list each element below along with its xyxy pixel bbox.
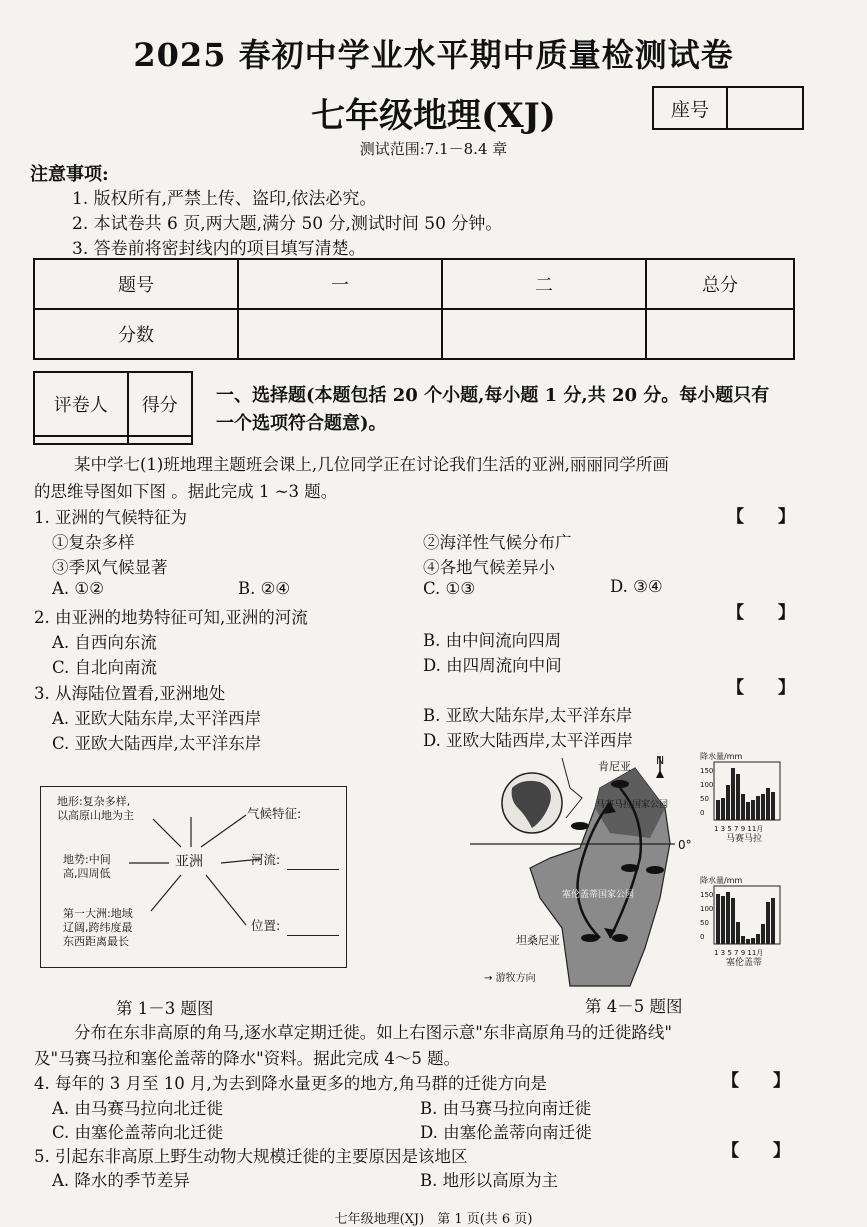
mind-map-terrain-line: 以高原山地为主 [57, 809, 134, 822]
chart-tick: 100 [700, 905, 714, 913]
intro-text: 的思维导图如下图 。据此完成 1 ~3 题。 [34, 482, 338, 501]
option-d[interactable]: D. 由四周流向中间 [423, 656, 562, 675]
statement: ④各地气候差异小 [423, 558, 555, 577]
score-cell[interactable] [238, 309, 442, 359]
statement: ③季风气候显著 [52, 558, 168, 577]
chart-tick: 150 [700, 767, 714, 775]
mind-map-relief-line: 地势:中间 [63, 853, 111, 866]
option-c[interactable]: C. 自北向南流 [52, 658, 158, 677]
option-d[interactable]: D. 亚欧大陆西岸,太平洋西岸 [423, 731, 633, 750]
notice-heading: 注意事项: [30, 164, 109, 185]
test-range: 测试范围:7.1－8.4 章 [359, 140, 508, 158]
score-table [33, 258, 795, 360]
section1-heading-cont: 一个选项符合题意)。 [216, 413, 387, 434]
option-c[interactable]: C. 由塞伦盖蒂向北迁徙 [52, 1123, 224, 1142]
option-b[interactable]: B. 亚欧大陆东岸,太平洋东岸 [423, 706, 633, 725]
asia-mind-map [40, 786, 347, 968]
score-table-header: 题号 [34, 259, 238, 309]
seat-number-box [652, 86, 804, 130]
rainfall-bars [700, 760, 790, 830]
chart-ticks [700, 888, 713, 944]
exam-subtitle: 七年级地理(XJ) [311, 96, 556, 136]
mind-map-continent [63, 907, 133, 949]
chart-months: 1 3 5 7 9 11月 [714, 949, 764, 957]
intro-text: 及"马赛马拉和塞伦盖蒂的降水"资料。据此完成 4～5 题。 [34, 1049, 461, 1068]
mind-map-continent-line: 东西距离最长 [63, 935, 129, 948]
grader-table [33, 371, 193, 445]
score-table-header: 二 [442, 259, 646, 309]
map-legend [484, 972, 536, 986]
option-d[interactable]: D. ③④ [610, 577, 663, 596]
legend-arrow-icon: → [484, 973, 493, 984]
answer-bracket[interactable]: 【 】 [727, 678, 795, 698]
mind-map-location: 位置: [251, 918, 281, 933]
option-a[interactable]: A. 自西向东流 [52, 633, 157, 652]
score-cell[interactable] [442, 309, 646, 359]
chart-title: 马赛马拉 [726, 834, 763, 844]
mind-map-blank[interactable] [287, 869, 339, 870]
notice-item: 1. 版权所有,严禁上传、盗印,依法必究。 [72, 189, 377, 209]
chart-tick: 0 [700, 809, 705, 817]
option-d[interactable]: D. 由塞伦盖蒂向南迁徙 [420, 1123, 592, 1142]
legend-text: 游牧方向 [495, 973, 536, 984]
option-a[interactable]: A. 由马赛马拉向北迁徙 [52, 1099, 223, 1118]
mind-map-climate: 气候特征: [247, 806, 302, 821]
chart-ylabel: 降水量/mm [700, 876, 743, 885]
statement: ①复杂多样 [52, 533, 135, 552]
seat-number-field[interactable] [728, 88, 802, 128]
answer-bracket[interactable]: 【 】 [727, 603, 795, 623]
rainfall-chart-serengeti [700, 874, 790, 970]
score-table-header: 一 [238, 259, 442, 309]
page-footer: 七年级地理(XJ) 第 1 页(共 6 页) [334, 1212, 533, 1227]
mind-map-river: 河流: [251, 852, 281, 867]
mind-map-continent-line: 第一大洲:地域 [63, 907, 133, 920]
score-table-header: 总分 [646, 259, 794, 309]
figure-caption-right: 第 4－5 题图 [585, 997, 683, 1016]
mind-map-continent-line: 辽阔,跨纬度最 [63, 921, 133, 934]
chart-ylabel: 降水量/mm [700, 752, 743, 761]
mind-map-blank[interactable] [287, 935, 339, 936]
question-4-stem: 4. 每年的 3 月至 10 月,为去到降水量更多的地方,角马群的迁徙方向是 [34, 1074, 547, 1093]
option-c[interactable]: C. ①③ [423, 579, 476, 598]
option-b[interactable]: B. 由中间流向四周 [423, 631, 562, 650]
equator-label: 0° [678, 838, 692, 852]
chart-tick: 150 [700, 891, 714, 899]
rainfall-chart-masai-mara [700, 750, 790, 842]
label-kenya: 肯尼亚 [598, 760, 631, 773]
reviewer-cell[interactable] [34, 436, 128, 444]
rainfall-bars [700, 884, 790, 954]
option-a[interactable]: A. ①② [52, 579, 104, 598]
score-cell[interactable] [646, 309, 794, 359]
chart-tick: 50 [700, 795, 709, 803]
intro-text: 分布在东非高原的角马,逐水草定期迁徙。如上右图示意"东非高原角马的迁徙路线" [74, 1023, 672, 1042]
chart-tick: 50 [700, 919, 709, 927]
option-b[interactable]: B. ②④ [238, 579, 291, 598]
chart-title: 塞伦盖蒂 [726, 958, 763, 968]
mind-map-relief [63, 853, 111, 881]
notice-item: 3. 答卷前将密封线内的项目填写清楚。 [72, 239, 366, 259]
notice-item: 2. 本试卷共 6 页,两大题,满分 50 分,测试时间 50 分钟。 [72, 214, 503, 234]
option-c[interactable]: C. 亚欧大陆西岸,太平洋东岸 [52, 734, 262, 753]
chart-tick: 0 [700, 933, 705, 941]
north-label: N [656, 754, 665, 767]
question-1-stem: 1. 亚洲的气候特征为 [34, 508, 187, 527]
intro-text: 某中学七(1)班地理主题班会课上,几位同学正在讨论我们生活的亚洲,丽丽同学所画 [74, 455, 669, 474]
statement: ②海洋性气候分布广 [423, 533, 572, 552]
chart-ticks [700, 764, 713, 820]
answer-bracket[interactable]: 【 】 [722, 1141, 790, 1161]
grader-score-cell[interactable] [128, 436, 193, 444]
label-serengeti-park: 塞伦盖蒂国家公园 [562, 890, 635, 900]
section1-heading: 一、选择题(本题包括 20 个小题,每小题 1 分,共 20 分。每小题只有 [216, 385, 770, 406]
score-row-label: 分数 [34, 309, 238, 359]
question-3-stem: 3. 从海陆位置看,亚洲地处 [34, 684, 226, 703]
question-5-stem: 5. 引起东非高原上野生动物大规模迁徙的主要原因是该地区 [34, 1147, 468, 1166]
chart-months: 1 3 5 7 9 11月 [714, 825, 764, 833]
chart-tick: 100 [700, 781, 714, 789]
answer-bracket[interactable]: 【 】 [722, 1071, 790, 1091]
label-tanzania: 坦桑尼亚 [516, 934, 560, 947]
option-a[interactable]: A. 降水的季节差异 [52, 1171, 190, 1190]
exam-title: 2025 春初中学业水平期中质量检测试卷 [133, 36, 734, 74]
mind-map-terrain-line: 地形:复杂多样, [57, 795, 131, 808]
score-label: 得分 [128, 372, 193, 436]
mind-map-terrain [57, 795, 134, 823]
seat-label: 座号 [654, 88, 728, 128]
label-masai-mara-park: 马赛马拉国家公园 [596, 800, 669, 810]
option-a[interactable]: A. 亚欧大陆东岸,太平洋西岸 [52, 709, 262, 728]
figure-caption-left: 第 1－3 题图 [116, 999, 214, 1018]
reviewer-label: 评卷人 [34, 372, 128, 436]
mind-map-relief-line: 高,四周低 [63, 867, 111, 880]
option-b[interactable]: B. 由马赛马拉向南迁徙 [420, 1099, 592, 1118]
answer-bracket[interactable]: 【 】 [727, 507, 795, 527]
option-b[interactable]: B. 地形以高原为主 [420, 1171, 559, 1190]
mind-map-center: 亚洲 [175, 854, 203, 870]
question-2-stem: 2. 由亚洲的地势特征可知,亚洲的河流 [34, 608, 308, 627]
